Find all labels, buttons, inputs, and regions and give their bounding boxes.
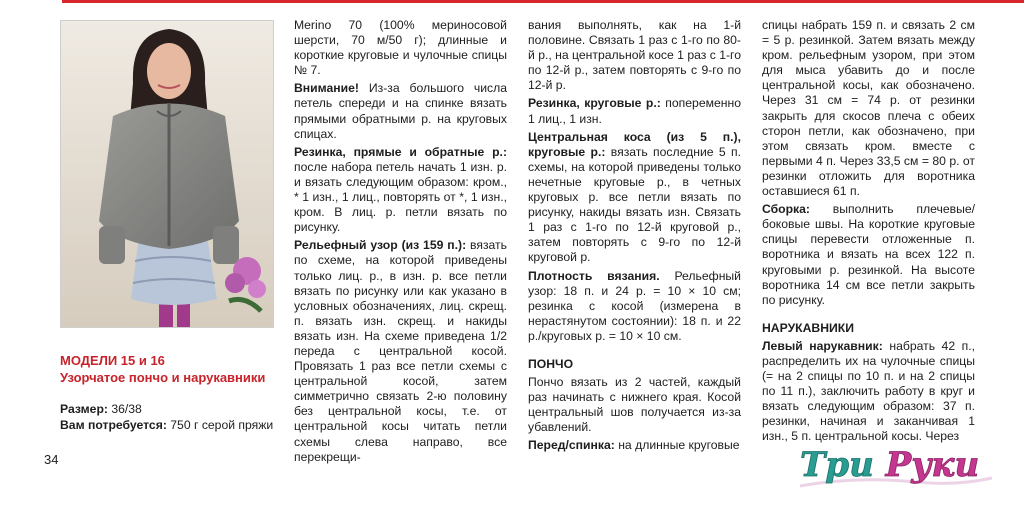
- models-title: Узорчатое пончо и нарукавники: [60, 370, 266, 385]
- rib-text: после набора петель начать 1 изн. р. и вязать следующим образом: кром., * 1 изн., 1 лиц., повторять от *, 1 изн., кром. В лиц. р. петли вязать по рисунку.: [294, 159, 507, 235]
- relief-paragraph: [294, 238, 507, 464]
- attention-text: Из-за большого числа петель спереди и на спинке вязать прямыми обратными р. на круговых спицах.: [294, 81, 507, 141]
- logo-text: [800, 445, 979, 485]
- front-paragraph: [528, 438, 741, 453]
- assembly-text: выполнить плечевые/боковые швы. На короткие круговые спицы перевести отложенные п. воротника и вязать на всех 122 п. круговыми р. резинкой. На высоте воротника 14 см все петли закрыть по рисунку.: [762, 202, 975, 307]
- assembly-label: Сборка:: [762, 202, 810, 217]
- model-photo: [60, 20, 274, 328]
- top-rule: [62, 0, 1024, 3]
- materials-block: [60, 401, 282, 433]
- continuation-paragraph: вания выполнять, как на 1-й половине. Связать 1 раз с 1-го по 80-й р., на центральной косе 1 раз с 1-го по 12-й р., затем повторять с 9-го по 12-й р.: [528, 18, 742, 93]
- braid-text: вязать последние 5 п. схемы, на которой приведены только нечетные круговые р., в четных круговых р. все петли вязать по рисунку, накиды вязать изн. Связать 1 раз с 1-го по 12-й круговой р., затем повторять с 9-го по 12-й круговой р.: [528, 144, 741, 265]
- left-sleeve-paragraph: [762, 339, 975, 445]
- page-number: 34: [44, 452, 59, 467]
- site-logo: [796, 438, 996, 494]
- relief-label-count: (из 159 п.):: [397, 238, 467, 253]
- left-sleeve-text: набрать 42 п., распределить их на чулочные спицы (= на 2 спицы по 10 п. и на 2 спицы по 11 п.), заключить работу в круг и вязать следующим образом: 37 п. резинки, начиная и заканчивая 1 изн., 5 п. центральной косы. Через: [762, 338, 975, 444]
- size-value: 36/38: [107, 402, 142, 416]
- braid-label-detail: (из 5 п.), круговые р.:: [528, 129, 741, 159]
- rib-paragraph: [294, 145, 507, 236]
- size-label: Размер:: [60, 402, 108, 416]
- left-sleeve-label: Левый нарукавник:: [762, 338, 883, 353]
- rib-label: Резинка, прямые и обратные р.:: [294, 144, 507, 159]
- poncho-paragraph: Пончо вязать из 2 частей, каждый раз начинать с нижнего края. Косой центральный шов получается из-за убавлений.: [528, 375, 741, 435]
- text-column-2: [294, 18, 507, 465]
- density-text: Рельефный узор: 18 п. и 24 р. = 10 × 10 см; резинка с косой (измерена в нерастянутом состоянии): 18 п. и 22 р./круговых р. = 10 × 10 см.: [528, 268, 741, 343]
- attention-label: Внимание!: [294, 81, 359, 96]
- circular-rib-label: Резинка, круговые р.:: [528, 96, 661, 111]
- attention-paragraph: [294, 81, 507, 141]
- yarn-paragraph: Merino 70 (100% мериносовой шерсти, 70 м/50 г); длинные и короткие круговые и чулочные спицы № 7.: [294, 18, 507, 78]
- density-label: Плотность вязания.: [528, 268, 660, 283]
- front-label: Перед/спинка:: [528, 438, 615, 453]
- text-column-4: [762, 18, 975, 445]
- circular-rib-text: попеременно 1 лиц., 1 изн.: [528, 96, 741, 126]
- models-number: МОДЕЛИ 15 и 16: [60, 353, 165, 368]
- text-column-3: [528, 18, 741, 454]
- braid-label: Центральная коса: [528, 129, 651, 144]
- relief-text: вязать по схеме, на которой приведены только лиц. р., в изн. р. все петли вязать по рисунку или как указано в условных обозначениях, лиц. скрещ. п. вязать изн. скрещ. и накиды вязать изн. На схеме приведена 1/2 переда с центральной косой. Провязать 1 раз все петли схемы с центральной косой, затем симметрично связать 2-ю половину без центральной косы, т.е. от центральной косы читать петли схемы слева направо, все перекрещи-: [294, 238, 507, 464]
- poncho-heading: ПОНЧО: [528, 356, 574, 371]
- cast-on-paragraph: спицы набрать 159 п. и связать 2 см = 5 р. резинкой. Затем вязать между кром. рельефным узором, при этом для мыса убавить до и после центральной косы, как обозначено. Через 31 см = 74 р. от резинки закрыть для скосов плеча с обеих сторон петли, как обозначено, при этом связать кром. вместе с первыми 4 п. Через 33,5 см = 80 р. от резинки отложить для воротника оставшиеся 61 п.: [762, 18, 975, 199]
- logo-word: Руки: [873, 445, 980, 485]
- assembly-paragraph: [762, 202, 975, 308]
- logo-word: Три: [800, 445, 874, 485]
- need-value: 750 г серой пряжи: [166, 418, 274, 432]
- braid-paragraph: [528, 130, 741, 266]
- density-paragraph: [528, 269, 741, 344]
- sleeves-heading: НАРУКАВНИКИ: [762, 320, 854, 335]
- front-text: на длинные круговые: [614, 438, 740, 453]
- models-heading: [60, 352, 290, 386]
- relief-label: Рельефный узор: [294, 238, 398, 253]
- circular-rib-paragraph: [528, 96, 741, 126]
- need-label: Вам потребуется:: [60, 418, 167, 432]
